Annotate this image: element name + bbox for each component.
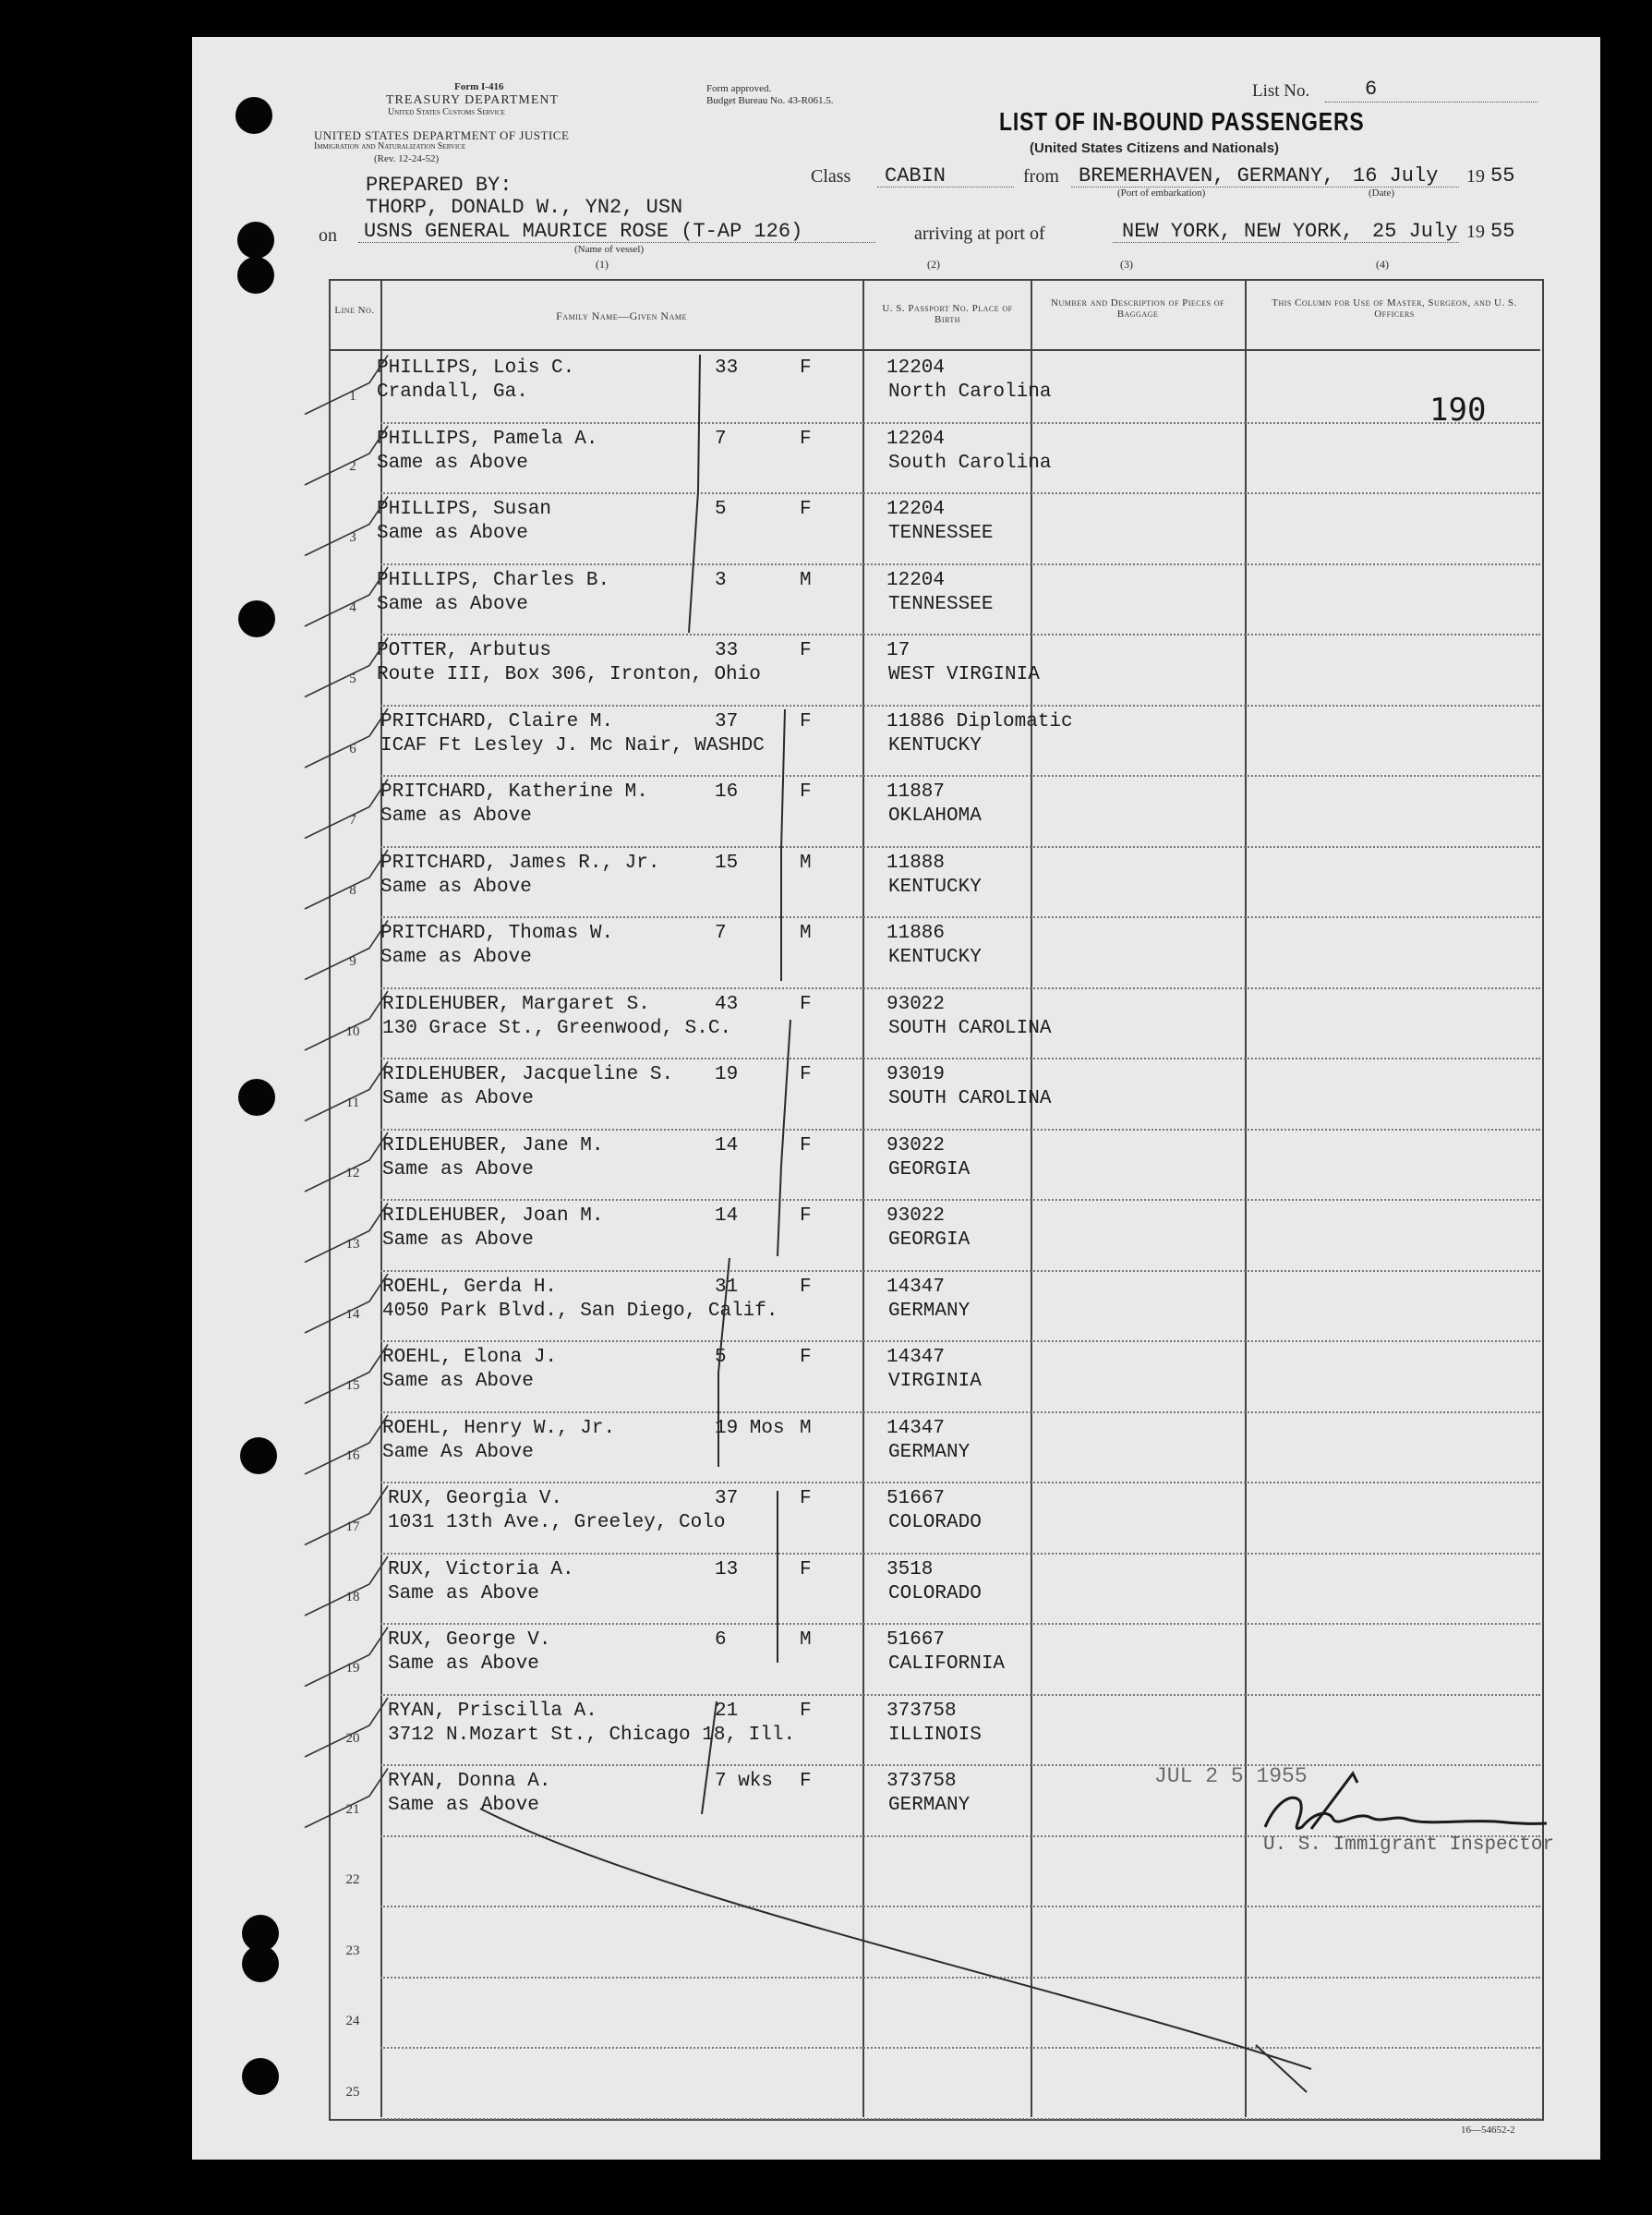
passenger-sex: F <box>800 1134 812 1156</box>
passenger-age: 5 <box>715 499 727 520</box>
place-of-birth: GEORGIA <box>888 1229 971 1251</box>
passenger-sex: F <box>800 710 812 732</box>
group-bracket-ryan <box>702 1701 717 1814</box>
passenger-age: 13 <box>715 1558 739 1580</box>
place-of-birth: ILLINOIS <box>888 1724 982 1746</box>
passenger-address: Same as Above <box>380 947 532 968</box>
passport-number: 93022 <box>886 1205 946 1227</box>
passport-number: 93019 <box>886 1064 946 1085</box>
header-baggage: Number and Description of Pieces of Baggage <box>1051 297 1224 320</box>
passenger-age: 16 <box>715 781 739 803</box>
page-title: LIST OF IN-BOUND PASSENGERS <box>999 107 1365 136</box>
department-justice: UNITED STATES DEPARTMENT OF JUSTICE <box>314 128 570 142</box>
line-number: 12 <box>345 1166 360 1180</box>
passenger-age: 7 <box>715 923 727 944</box>
passenger-name: RIDLEHUBER, Margaret S. <box>382 993 650 1015</box>
line-number: 16 <box>345 1448 360 1463</box>
passenger-name: PHILLIPS, Charles B. <box>377 569 610 591</box>
check-mark <box>305 567 388 626</box>
place-of-birth: TENNESSEE <box>888 523 994 544</box>
passenger-name: RIDLEHUBER, Jane M. <box>382 1134 604 1156</box>
passport-number: 93022 <box>886 993 946 1015</box>
column-number-4: (4) <box>1376 258 1389 271</box>
line-number: 23 <box>345 1943 360 1958</box>
place-of-birth: COLORADO <box>888 1512 982 1533</box>
name-group-brackets <box>689 355 790 1814</box>
check-mark <box>305 708 388 768</box>
group-bracket-pritchard <box>781 709 785 981</box>
place-of-birth: SOUTH CAROLINA <box>888 1017 1052 1039</box>
departure-year: 55 <box>1490 164 1515 188</box>
check-mark <box>305 426 388 485</box>
passenger-name: PRITCHARD, Katherine M. <box>380 781 648 803</box>
passenger-address: 4050 Park Blvd., San Diego, Calif. <box>382 1300 778 1322</box>
passport-number: 12204 <box>886 428 946 450</box>
passenger-age: 14 <box>715 1205 739 1227</box>
place-of-birth: GERMANY <box>888 1441 971 1463</box>
passenger-name: PRITCHARD, Claire M. <box>380 710 614 732</box>
line-number: 25 <box>345 2084 360 2100</box>
check-mark <box>305 921 388 980</box>
passenger-sex: M <box>800 852 812 874</box>
line-number: 4 <box>349 600 356 615</box>
passport-number: 14347 <box>886 1417 946 1439</box>
passenger-age: 7 <box>715 428 727 450</box>
passport-number: 12204 <box>886 499 946 520</box>
line-number: 8 <box>349 883 356 898</box>
column-number-3: (3) <box>1120 258 1133 271</box>
check-mark <box>305 1769 388 1828</box>
place-of-birth: CALIFORNIA <box>888 1653 1006 1675</box>
passenger-name: RUX, Georgia V. <box>388 1488 563 1509</box>
passenger-name: PRITCHARD, James R., Jr. <box>380 852 660 874</box>
passenger-address: Same as Above <box>382 1088 534 1109</box>
passport-number: 51667 <box>886 1629 946 1651</box>
group-bracket-phillips <box>689 355 700 633</box>
line-number: 6 <box>349 742 356 756</box>
passenger-sex: F <box>800 499 812 520</box>
check-mark <box>305 1415 388 1474</box>
passenger-address: Same as Above <box>380 805 532 827</box>
passenger-address: Same As Above <box>382 1441 534 1463</box>
place-of-birth: GERMANY <box>888 1795 971 1816</box>
line-number: 14 <box>345 1307 360 1322</box>
place-of-birth: KENTUCKY <box>888 947 982 968</box>
department-treasury: TREASURY DEPARTMENT <box>386 93 560 107</box>
page-subtitle: (United States Citizens and Nationals) <box>1030 140 1280 156</box>
passenger-name: RUX, Victoria A. <box>388 1558 574 1580</box>
line-number: 9 <box>349 953 356 969</box>
place-of-birth: WEST VIRGINIA <box>888 664 1040 685</box>
passenger-address: Same as Above <box>377 593 528 615</box>
place-of-birth: VIRGINIA <box>888 1371 982 1392</box>
check-mark <box>305 1556 388 1616</box>
from-label: from <box>1023 166 1059 187</box>
passenger-address: Crandall, Ga. <box>377 381 528 403</box>
check-mark <box>305 1274 388 1333</box>
list-number-label: List No. <box>1252 81 1310 101</box>
check-mark <box>305 1132 388 1192</box>
passport-number: 373758 <box>886 1771 957 1792</box>
passenger-name: PHILLIPS, Lois C. <box>377 357 575 379</box>
passenger-age: 19 <box>715 1064 739 1085</box>
line-number: 20 <box>345 1731 360 1746</box>
passenger-age: 5 <box>715 1347 727 1368</box>
passenger-sex: F <box>800 993 812 1015</box>
place-of-birth: OKLAHOMA <box>888 805 982 827</box>
passenger-age: 37 <box>715 1488 739 1509</box>
header-officers: This Column for Use of Master, Surgeon, and U. S. Officers <box>1272 297 1517 320</box>
passenger-age: 33 <box>715 357 739 379</box>
passport-number: 14347 <box>886 1276 946 1298</box>
check-mark <box>305 850 388 909</box>
line-number: 2 <box>349 459 356 474</box>
departure-year-prefix: 19 <box>1466 166 1485 187</box>
place-of-birth: GERMANY <box>888 1300 971 1322</box>
void-line <box>480 1809 1311 2069</box>
passenger-age: 14 <box>715 1134 739 1156</box>
passport-number: 373758 <box>886 1700 957 1722</box>
line-number: 10 <box>345 1024 360 1039</box>
passenger-age: 33 <box>715 640 739 661</box>
passport-number: 11886 <box>886 923 946 944</box>
arrival-year-prefix: 19 <box>1466 222 1485 242</box>
place-of-birth: COLORADO <box>888 1582 982 1604</box>
inspector-title: U. S. Immigrant Inspector <box>1263 1834 1555 1856</box>
passenger-name: PHILLIPS, Susan <box>377 499 552 520</box>
passenger-sex: F <box>800 1488 812 1509</box>
passenger-sex: F <box>800 1771 812 1792</box>
passport-number: 3518 <box>886 1558 934 1580</box>
line-number: 1 <box>349 388 356 404</box>
column-number-2: (2) <box>927 258 940 271</box>
passenger-sex: M <box>800 569 812 591</box>
line-number: 21 <box>345 1801 360 1817</box>
prepared-by-label: PREPARED BY: <box>366 174 512 197</box>
port-of-embarkation: BREMERHAVEN, GERMANY, <box>1079 164 1335 188</box>
passenger-age: 31 <box>715 1276 739 1298</box>
passenger-name: RIDLEHUBER, Joan M. <box>382 1205 604 1227</box>
passenger-sex: M <box>800 923 812 944</box>
passenger-name: RIDLEHUBER, Jacqueline S. <box>382 1064 674 1085</box>
passenger-sex: F <box>800 428 812 450</box>
passenger-address: Same as Above <box>388 1795 539 1816</box>
line-number: 15 <box>345 1377 360 1393</box>
passenger-address: Same as Above <box>382 1229 534 1251</box>
place-of-birth: KENTUCKY <box>888 734 982 756</box>
check-mark <box>305 780 388 839</box>
passenger-name: RYAN, Donna A. <box>388 1771 551 1792</box>
column-number-1: (1) <box>596 258 609 271</box>
passenger-sex: F <box>800 1347 812 1368</box>
passenger-name: PHILLIPS, Pamela A. <box>377 428 598 450</box>
passenger-age: 43 <box>715 993 739 1015</box>
passport-number: 11888 <box>886 852 946 874</box>
passenger-address: Same as Above <box>388 1653 539 1675</box>
check-mark <box>305 638 388 697</box>
line-number: 5 <box>349 671 356 686</box>
passport-number: 11886 Diplomatic <box>886 710 1073 732</box>
passenger-address: Same as Above <box>377 452 528 474</box>
passenger-address: 3712 N.Mozart St., Chicago 18, Ill. <box>388 1724 796 1746</box>
passenger-age: 6 <box>715 1629 727 1651</box>
place-of-birth: KENTUCKY <box>888 876 982 898</box>
passenger-address: Route III, Box 306, Ironton, Ohio <box>377 664 761 685</box>
group-bracket-roehl <box>718 1258 730 1467</box>
passenger-address: Same as Above <box>388 1582 539 1604</box>
check-mark <box>305 1628 388 1687</box>
passenger-address: Same as Above <box>382 1158 534 1180</box>
arrival-year: 55 <box>1490 220 1515 243</box>
header-line-no: Line No. <box>334 305 375 316</box>
line-number: 24 <box>345 2014 360 2028</box>
passenger-count: 190 <box>1429 392 1487 429</box>
passenger-sex: F <box>800 1205 812 1227</box>
line-number: 13 <box>345 1236 360 1252</box>
department-justice-sub: Immigration and Naturalization Service <box>314 141 466 151</box>
passenger-sex: F <box>800 1276 812 1298</box>
passenger-address: Same as Above <box>377 523 528 544</box>
class-label: Class <box>811 166 851 187</box>
budget-bureau-number: Budget Bureau No. 43-R061.5. <box>706 95 834 106</box>
line-number: 3 <box>349 529 356 545</box>
line-number: 18 <box>345 1590 360 1604</box>
passenger-name: RUX, George V. <box>388 1629 551 1651</box>
passport-number: 14347 <box>886 1347 946 1368</box>
check-mark <box>305 356 388 415</box>
vessel-on-label: on <box>319 225 337 246</box>
passenger-sex: F <box>800 1558 812 1580</box>
check-marks <box>305 356 388 1828</box>
passenger-sex: M <box>800 1629 812 1651</box>
passenger-address: 130 Grace St., Greenwood, S.C. <box>382 1017 732 1039</box>
passport-number: 93022 <box>886 1134 946 1156</box>
passenger-address: 1031 13th Ave., Greeley, Colo <box>388 1512 726 1533</box>
passport-number: 12204 <box>886 357 946 379</box>
line-number: 22 <box>345 1872 360 1887</box>
form-number: Form I-416 <box>454 81 504 92</box>
passenger-sex: F <box>800 1700 812 1722</box>
check-mark <box>305 1345 388 1404</box>
passport-number: 17 <box>886 640 910 661</box>
arriving-label: arriving at port of <box>914 224 1045 244</box>
passenger-age: 19 Mos <box>715 1417 785 1439</box>
passenger-sex: F <box>800 357 812 379</box>
passenger-age: 7 wks <box>715 1771 774 1792</box>
check-mark <box>305 1062 388 1121</box>
vessel-name: USNS GENERAL MAURICE ROSE (T-AP 126) <box>364 220 803 243</box>
passenger-age: 37 <box>715 710 739 732</box>
departure-date: 16 July <box>1353 164 1439 188</box>
passenger-age: 21 <box>715 1700 739 1722</box>
passenger-sex: F <box>800 781 812 803</box>
passenger-name: PRITCHARD, Thomas W. <box>380 923 614 944</box>
form-revision: (Rev. 12-24-52) <box>374 153 440 164</box>
passenger-sex: F <box>800 1064 812 1085</box>
passenger-name: ROEHL, Henry W., Jr. <box>382 1417 616 1439</box>
arrival-date: 25 July <box>1372 220 1458 243</box>
class-value: CABIN <box>885 164 947 188</box>
approval-note: Form approved. <box>706 83 772 94</box>
place-of-birth: South Carolina <box>888 452 1052 474</box>
check-mark <box>305 497 388 556</box>
vessel-caption: (Name of vessel) <box>574 244 645 255</box>
place-of-birth: SOUTH CAROLINA <box>888 1088 1052 1109</box>
port-of-arrival: NEW YORK, NEW YORK, <box>1122 220 1354 243</box>
passenger-name: ROEHL, Gerda H. <box>382 1276 558 1298</box>
department-treasury-sub: United States Customs Service <box>388 107 505 117</box>
passenger-address: Same as Above <box>380 876 532 898</box>
passport-number: 11887 <box>886 781 946 803</box>
place-of-birth: TENNESSEE <box>888 593 994 615</box>
group-bracket-ridlehuber <box>778 1020 790 1256</box>
passenger-name: POTTER, Arbutus <box>377 640 552 661</box>
header-passport: U. S. Passport No. Place of Birth <box>882 303 1013 325</box>
received-stamp: JUL 2 5 1955 <box>1154 1764 1308 1788</box>
line-number: 19 <box>345 1660 360 1676</box>
check-mark <box>305 1486 388 1545</box>
passenger-name: ROEHL, Elona J. <box>382 1347 558 1368</box>
line-number: 17 <box>345 1519 360 1534</box>
passenger-address: ICAF Ft Lesley J. Mc Nair, WASHDC <box>380 734 765 756</box>
footer-code: 16—54652-2 <box>1461 2124 1515 2136</box>
check-mark <box>305 1698 388 1757</box>
passenger-name: RYAN, Priscilla A. <box>388 1700 597 1722</box>
prepared-by: THORP, DONALD W., YN2, USN <box>366 196 683 219</box>
date-caption: (Date) <box>1369 188 1395 199</box>
check-mark <box>305 991 388 1050</box>
passenger-sex: F <box>800 640 812 661</box>
line-number: 11 <box>345 1095 360 1110</box>
list-number: 6 <box>1365 78 1378 101</box>
line-number: 7 <box>349 812 356 828</box>
void-line-end <box>1256 2045 1307 2092</box>
check-mark <box>305 1204 388 1263</box>
passenger-age: 15 <box>715 852 739 874</box>
header-name: Family Name—Given Name <box>556 309 687 322</box>
passport-number: 51667 <box>886 1488 946 1509</box>
inspector-signature <box>1265 1797 1547 1828</box>
place-of-birth: GEORGIA <box>888 1158 971 1180</box>
passenger-age: 3 <box>715 569 727 591</box>
passenger-sex: M <box>800 1417 812 1439</box>
passenger-address: Same as Above <box>382 1371 534 1392</box>
place-of-birth: North Carolina <box>888 381 1052 403</box>
passport-number: 12204 <box>886 569 946 591</box>
port-embarkation-caption: (Port of embarkation) <box>1117 188 1206 199</box>
